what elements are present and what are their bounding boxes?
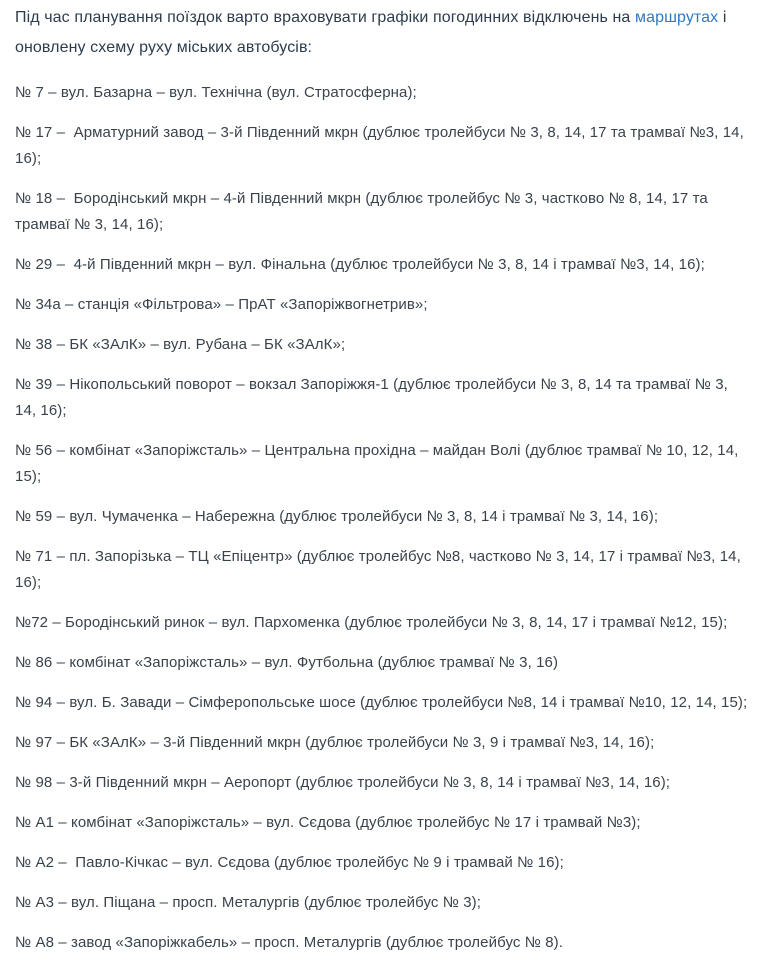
intro-text-after-link: і оновлену схему руху міських автобусів: [15, 9, 727, 56]
route-item-71: № 71 – пл. Запорізька – ТЦ «Епіцентр» (дублює тролейбус №8, частково № 3, 14, 17 і трамваї №3, 14, 16); [15, 548, 746, 591]
route-item-39: № 39 – Нікопольський поворот – вокзал Запоріжжя-1 (дублює тролейбуси № 3, 8, 14 та трамваї № 3, 14, 16); [15, 376, 733, 419]
route-item-7: № 7 – вул. Базарна – вул. Технічна (вул. Стратосферна); [15, 84, 417, 101]
route-item-72: №72 – Бородінський ринок – вул. Пархоменка (дублює тролейбуси № 3, 8, 14, 17 і трамваї №12, 15); [15, 614, 728, 631]
route-item-94: № 94 – вул. Б. Завади – Сімферопольське шосе (дублює тролейбуси №8, 14 і трамваї №10, 12, 14, 15); [15, 694, 748, 711]
routes-link[interactable]: маршрутах [634, 9, 719, 26]
route-item-17: № 17 – Арматурний завод – 3-й Південний мкрн (дублює тролейбуси № 3, 8, 14, 17 та трамваї №3, 14, 16); [15, 124, 749, 167]
route-item-86: № 86 – комбінат «Запоріжсталь» – вул. Футбольна (дублює трамваї № 3, 16) [15, 654, 559, 671]
intro-paragraph [15, 3, 749, 63]
route-item-a2: № А2 – Павло-Кічкас – вул. Сєдова (дублює тролейбус № 9 і трамвай № 16); [15, 854, 564, 871]
intro-text-before-link: Під час планування поїздок варто враховувати графіки погодинних відключень на [15, 9, 635, 26]
route-item-34a: № 34а – станція «Фільтрова» – ПрАТ «Запоріжвогнетрив»; [15, 296, 428, 313]
route-item-59: № 59 – вул. Чумаченка – Набережна (дублює тролейбуси № 3, 8, 14 і трамваї № 3, 14, 16); [15, 508, 659, 525]
route-item-97: № 97 – БК «ЗАлК» – 3-й Південний мкрн (дублює тролейбуси № 3, 9 і трамваї №3, 14, 16); [15, 734, 655, 751]
route-item-56: № 56 – комбінат «Запоріжсталь» – Центральна прохідна – майдан Волі (дублює трамваї № 10, 12, 14, 15); [15, 442, 743, 485]
route-item-a3: № А3 – вул. Піщана – просп. Металургів (дублює тролейбус № 3); [15, 894, 482, 911]
route-item-98: № 98 – 3-й Південний мкрн – Аеропорт (дублює тролейбуси № 3, 8, 14 і трамваї №3, 14, 16); [15, 774, 671, 791]
route-item-a8: № А8 – завод «Запоріжкабель» – просп. Металургів (дублює тролейбус № 8). [15, 934, 564, 951]
route-item-18: № 18 – Бородінський мкрн – 4-й Південний мкрн (дублює тролейбус № 3, частково № 8, 14, 17 та трамваї № 3, 14, 16); [15, 190, 713, 233]
route-item-38: № 38 – БК «ЗАлК» – вул. Рубана – БК «ЗАлК»; [15, 336, 346, 353]
route-item-a1: № А1 – комбінат «Запоріжсталь» – вул. Сєдова (дублює тролейбус № 17 і трамвай №3); [15, 814, 641, 831]
route-item-29: № 29 – 4-й Південний мкрн – вул. Фінальна (дублює тролейбуси № 3, 8, 14 і трамваї №3, 14, 16); [15, 256, 705, 273]
